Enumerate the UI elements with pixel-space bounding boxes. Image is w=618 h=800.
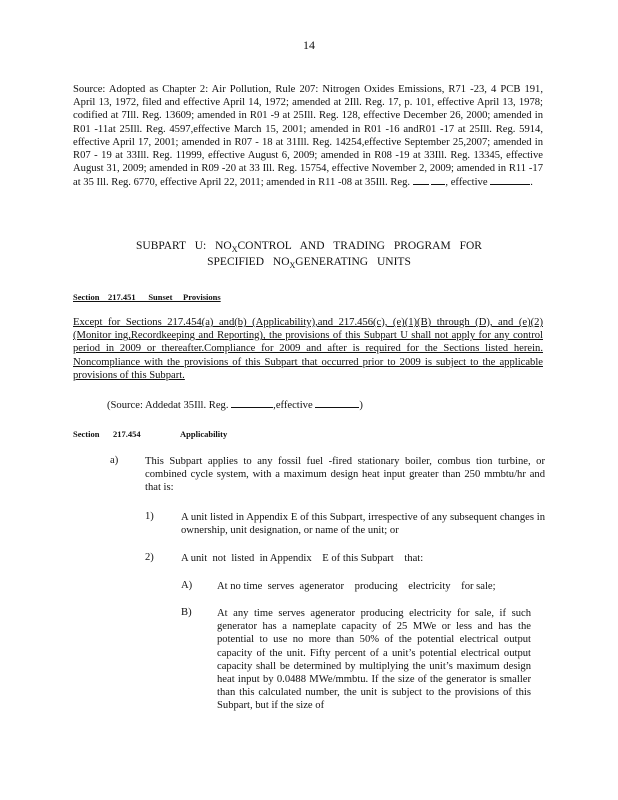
item-2-text: A unit not listed in Appendix E of this Subpart that:: [181, 553, 424, 564]
subpart-title-line-1: [0, 240, 618, 254]
item-1-text: A unit listed in Appendix E of this Subpart, irrespective of any subsequent changes in ownership, unit designation, or name of the unit; or: [181, 512, 545, 537]
item-A-label: A): [181, 580, 193, 591]
reg-blank-1: [413, 175, 429, 185]
section-451-body: Except for Sections 217.454(a) and(b) (Applicability),and 217.456(c), (e)(1)(B) through (D), and (e)(2) (Monitor ing,Recordkeeping and Reporting), the provisions of this Subpart U shall not apply for any control period in 2009 or thereafter.Compliance for 2009 and after is required for the Sections listed herein. Noncompliance with the provisions of this Subpart that occurred prior to 2009 is subject to the applicable provisions of this Subpart.: [73, 317, 543, 381]
source-note-text: Source: Adopted as Chapter 2: Air Pollution, Rule 207: Nitrogen Oxides Emissions, R71 -23, 4 PCB 191, April 13, 1972, filed and effective April 14, 1972; amended at 2Ill. Reg. 17, p. 101, effective April 13, 1978; codified at 7Ill. Reg. 13609; amended in R01 -9 at 25Ill. Reg. 128, effective December 26, 2000; amended in R01 -11at 25Ill. Reg. 4597,effective March 15, 2001; amended in R01 -16 andR01 -17 at 25Ill. Reg. 5914, effective April 17, 2001; amended in R07 - 18 at 31Ill. Reg. 14254,effective September 25,2007; amended in R07 - 19 at 33Ill. Reg. 11999, effective August 6, 2009; amended in R08 -19 at 33Ill. Reg. 13345, effective August 31, 2009; amended in R09 -20 at 33 Ill. Reg. 15754, effective November 2, 2009; amended in R11 -17 at 35 Ill. Reg. 6770, effective April 22, 2011; amended in R11 -08 at 35Ill. Reg.: [73, 84, 543, 189]
item-B-text: At any time serves agenerator producing electricity for sale, if such generator has a nameplate capacity of 25 MWe or less and has the potential to use no more than 50% of the potential electrical output capacity of the unit. Fifty percent of a unit’s potential electrical output capacity shall be determined by multiplying the unit’s maximum design heat input by 0.0488 MWe/mmbtu. If the size of the generator is smaller than this calculated number, the unit is subject to the provisions of this Subpart, but if the size of: [217, 608, 531, 712]
section-451-source: [107, 398, 547, 412]
section-454-title: Applicability: [180, 429, 228, 439]
section-451-source-mid: ,effective: [273, 400, 313, 411]
reg-blank-3: [231, 398, 273, 408]
subpart-title-2-pre: SPECIFIED NO: [207, 256, 290, 268]
effective-blank-2: [315, 398, 359, 408]
item-A-text: At no time serves agenerator producing electricity for sale;: [217, 581, 496, 592]
reg-blank-2: [431, 175, 445, 185]
section-454-label: Section: [73, 429, 100, 439]
page-number: 14: [303, 38, 315, 52]
subpart-title-1-pre: SUBPART U: NO: [136, 240, 232, 252]
subpart-title-2-post: GENERATING UNITS: [295, 256, 411, 268]
subpart-title-1-post: CONTROL AND TRADING PROGRAM FOR: [237, 240, 482, 252]
section-451-source-pre: (Source: Addedat 35Ill. Reg.: [107, 400, 229, 411]
item-a-text: This Subpart applies to any fossil fuel -fired stationary boiler, combus tion turbine, or combined cycle system, with a maximum design heat input greater than 250 mmbtu/hr and that is:: [145, 456, 545, 494]
item-a-label: a): [110, 455, 119, 466]
section-451-heading: Section 217.451 Sunset Provisions: [73, 292, 221, 302]
effective-blank: [490, 175, 530, 185]
item-2-label: 2): [145, 552, 154, 563]
subpart-title-1-sub: X: [231, 245, 238, 254]
subpart-title-line-2: [0, 256, 618, 270]
source-note: Source: Adopted as Chapter 2: Air Pollution, Rule 207: Nitrogen Oxides Emissions, R71 -23, 4 PCB 191, April 13, 1972, filed and effective April 14, 1972; amended at 2Ill. Reg. 17, p. 101, effective April 13, 1978; codified at 7Ill. Reg. 13609; amended in R01 -9 at 25Ill. Reg. 128, effective December 26, 2000; amended in R01 -11at 25Ill. Reg. 4597,effective March 15, 2001; amended in R01 -16 andR01 -17 at 25Ill. Reg. 5914, effective April 17, 2001; amended in R07 - 18 at 31Ill. Reg. 14254,effective September 25,2007; amended in R07 - 19 at 33Ill. Reg. 11999, effective August 6, 2009; amended in R08 -19 at 33Ill. Reg. 13345, effective August 31, 2009; amended in R09 -20 at 33 Ill. Reg. 15754, effective November 2, 2009; amended in R11 -17 at 35 Ill. Reg. 6770, effective April 22, 2011; amended in R11 -08 at 35Ill. Reg. , effective .: [73, 84, 543, 189]
section-454-number: 217.454: [113, 429, 141, 439]
subpart-title-2-sub: X: [289, 261, 296, 270]
source-note-tail: , effective: [445, 177, 488, 189]
item-B-label: B): [181, 607, 192, 618]
item-1-label: 1): [145, 511, 154, 522]
section-451-source-end: ): [359, 400, 363, 411]
